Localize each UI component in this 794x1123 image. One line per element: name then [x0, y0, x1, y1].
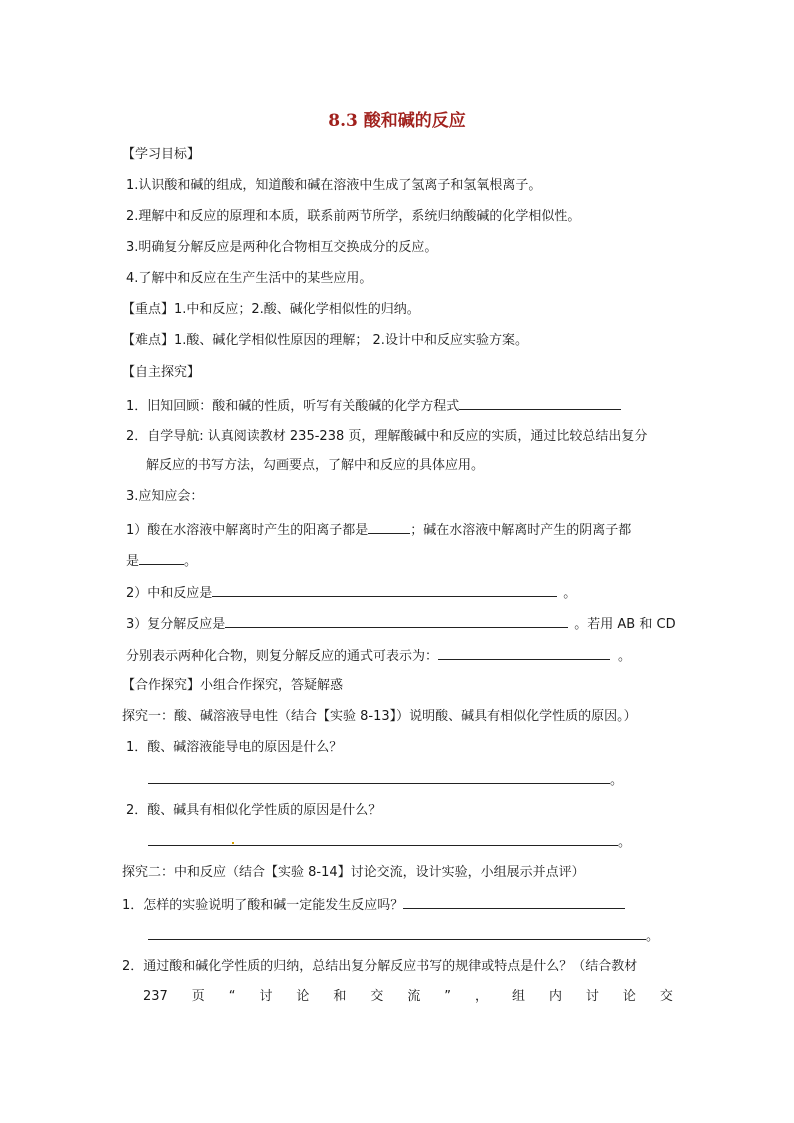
continued-char: 237	[143, 989, 168, 1004]
answer-blank[interactable]	[148, 832, 618, 846]
period: 。	[646, 929, 660, 944]
question-3-line	[126, 614, 676, 634]
continued-char: 交	[659, 989, 673, 1004]
continued-char: 内	[548, 989, 562, 1004]
answer-blank[interactable]	[148, 770, 610, 784]
period: 。	[618, 835, 632, 850]
answer-blank[interactable]	[139, 551, 184, 565]
question-1-text-c: 是	[126, 554, 140, 569]
continued-char: 讨	[259, 989, 273, 1004]
continued-char: 和	[333, 989, 347, 1004]
explore-1: 探究一：酸、碱溶液导电性（结合【实验 8-13】）说明酸、碱具有相似化学性质的原因。）	[122, 709, 637, 724]
question-3-text-c: 分别表示两种化合物，则复分解反应的通式可表示为：	[126, 649, 439, 664]
question-1-line	[126, 520, 631, 540]
continued-char: 组	[511, 989, 525, 1004]
continued-char: “	[228, 989, 236, 1004]
goal-item-2: 2.理解中和反应的原理和本质，联系前两节所学，系统归纳酸碱的化学相似性。	[126, 209, 581, 224]
self-study-item-2a: 2．自学导航: 认真阅读教材 235-238 页，理解酸碱中和反应的实质，通过比较总结出复分	[126, 429, 648, 444]
goals-heading: 【学习目标】	[122, 147, 201, 162]
page-title: 8.3 酸和碱的反应	[328, 111, 466, 131]
self-study-item-1	[126, 396, 621, 416]
question-1-text-d: 。	[184, 554, 198, 569]
question-2-text-a: 2）中和反应是	[126, 586, 213, 601]
goal-item-4: 4.了解中和反应在生产生活中的某些应用。	[126, 271, 373, 286]
continued-char: 讨	[585, 989, 599, 1004]
answer-blank[interactable]	[148, 926, 646, 940]
continued-char: 论	[622, 989, 636, 1004]
answer-blank[interactable]	[212, 583, 557, 597]
explore-2-question-1	[122, 895, 625, 915]
explore-2: 探究二：中和反应（结合【实验 8-14】讨论交流，设计实验，小组展示并点评）	[122, 865, 585, 880]
explore-2-question-2-continued	[143, 988, 673, 1006]
question-2-text-b: 。	[563, 586, 577, 601]
question-2-line	[126, 583, 576, 603]
continued-char: 流	[407, 989, 421, 1004]
question-3-text-b: 。若用 AB 和 CD	[574, 617, 676, 632]
explore-1-question-1: 1．酸、碱溶液能导电的原因是什么？	[126, 740, 343, 755]
question-3-text-d: 。	[618, 649, 632, 664]
question-1-text-a: 1）酸在水溶液中解离时产生的阳离子都是	[126, 523, 369, 538]
explore-1-answer-1	[148, 770, 623, 790]
question-3-text-a: 3）复分解反应是	[126, 617, 226, 632]
continued-char: ，	[475, 989, 489, 1004]
difficulties: 【难点】1.酸、碱化学相似性原因的理解； 2.设计中和反应实验方案。	[122, 333, 528, 348]
self-study-heading: 【自主探究】	[122, 365, 201, 380]
explore-2-question-2: 2．通过酸和碱化学性质的归纳，总结出复分解反应书写的规律或特点是什么？（结合教材	[122, 959, 638, 974]
answer-blank[interactable]	[438, 646, 610, 660]
answer-blank[interactable]	[225, 614, 568, 628]
answer-blank[interactable]	[459, 396, 621, 410]
self-study-item-2b: 解反应的书写方法，勾画要点，了解中和反应的具体应用。	[146, 458, 485, 473]
cooperation-heading: 【合作探究】小组合作探究，答疑解惑	[122, 678, 344, 693]
question-1-text-b: ；碱在水溶液中解离时产生的阴离子都	[410, 523, 632, 538]
goal-item-3: 3.明确复分解反应是两种化合物相互交换成分的反应。	[126, 240, 438, 255]
continued-char: 交	[370, 989, 384, 1004]
self-study-item-1-text: 1．旧知回顾：酸和碱的性质，听写有关酸碱的化学方程式	[126, 399, 460, 414]
period: 。	[610, 773, 624, 788]
answer-blank[interactable]	[403, 895, 625, 909]
explore-1-question-2: 2．酸、碱具有相似化学性质的原因是什么？	[126, 803, 382, 818]
self-study-item-3: 3.应知应会：	[126, 489, 204, 504]
goal-item-1: 1.认识酸和碱的组成，知道酸和碱在溶液中生成了氢离子和氢氧根离子。	[126, 178, 542, 193]
continued-char: 页	[191, 989, 205, 1004]
answer-blank[interactable]	[368, 520, 410, 534]
question-1-line-2	[126, 551, 197, 571]
question-3-line-2	[126, 646, 631, 666]
explore-2-question-1-text: 1．怎样的实验说明了酸和碱一定能发生反应吗？	[122, 898, 404, 913]
explore-1-answer-2	[148, 832, 631, 852]
explore-2-answer-1	[148, 926, 659, 946]
continued-char: ”	[444, 989, 452, 1004]
key-points: 【重点】1.中和反应；2.酸、碱化学相似性的归纳。	[122, 302, 420, 317]
continued-char: 论	[296, 989, 310, 1004]
